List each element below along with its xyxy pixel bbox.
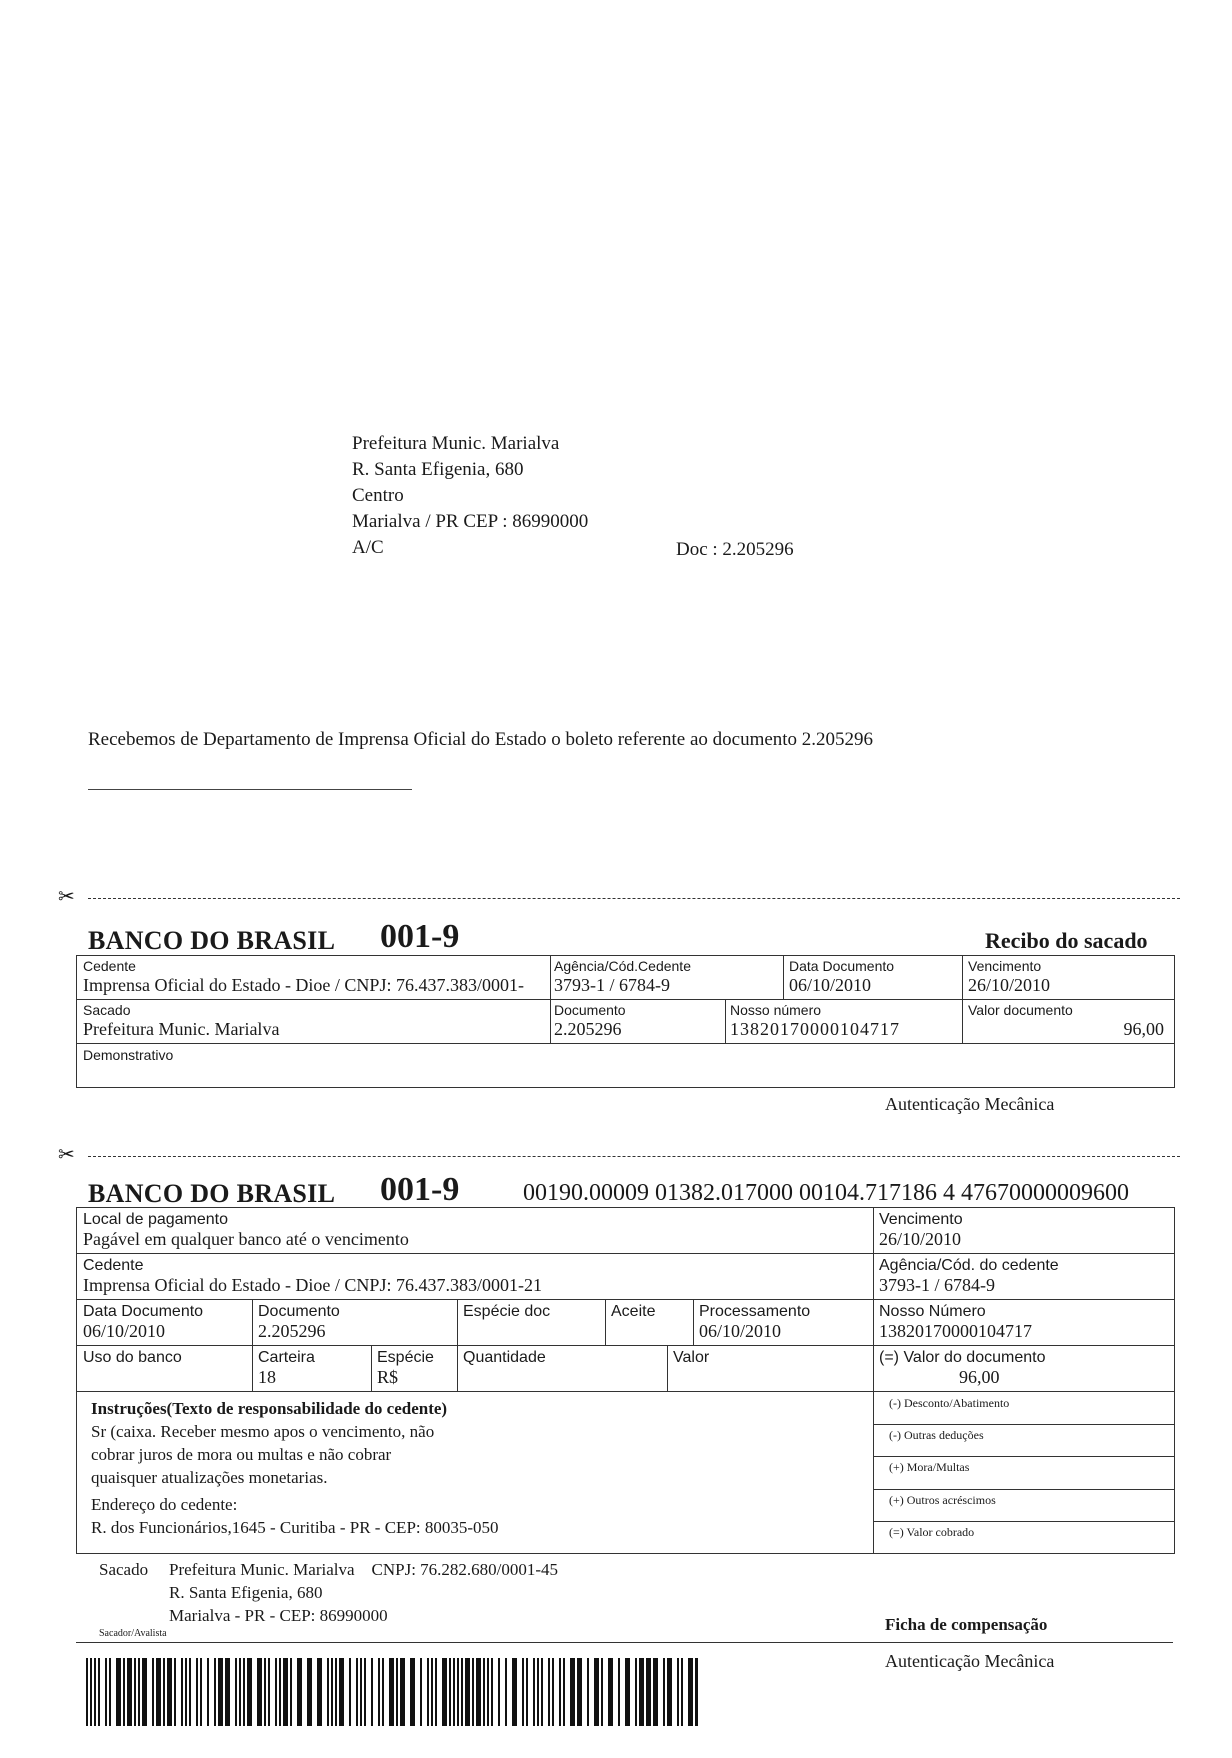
endereco-cedente-value: R. dos Funcionários,1645 - Curitiba - PR - CEP: 80035-050 (91, 1518, 499, 1537)
recibo-valor (968, 1002, 1168, 1039)
ficha-aceite (611, 1302, 655, 1321)
ficha-documento (258, 1302, 340, 1341)
recibo-sacado-value: Prefeitura Munic. Marialva (83, 1019, 280, 1039)
ficha-valor-documento (879, 1348, 1169, 1387)
ficha-autenticacao: Autenticação Mecânica (885, 1651, 1055, 1671)
signature-line (88, 789, 412, 790)
side-desconto: (-) Desconto/Abatimento (889, 1396, 1010, 1410)
recibo-autenticacao: Autenticação Mecânica (885, 1094, 1055, 1114)
doc-reference: Doc : 2.205296 (676, 539, 794, 560)
ficha-local-label: Local de pagamento (83, 1211, 228, 1228)
ficha-local-value: Pagável em qualquer banco até o vencimento (83, 1229, 409, 1249)
ficha-compensacao-title: Ficha de compensação (885, 1615, 1048, 1634)
recibo-nosso-numero (730, 1002, 900, 1039)
ficha-carteira (258, 1348, 315, 1387)
ficha-agencia-value: 3793-1 / 6784-9 (879, 1275, 995, 1295)
recipient-city: Marialva / PR CEP : 86990000 (352, 511, 589, 532)
side-outras-deducoes: (-) Outras deduções (889, 1428, 984, 1442)
recibo-cedente-label: Cedente (83, 958, 136, 974)
recibo-box (76, 955, 1175, 1088)
recibo-documento-value: 2.205296 (554, 1019, 622, 1039)
recipient-address (352, 431, 588, 561)
ficha-vencimento (879, 1210, 963, 1249)
recibo-cedente-value: Imprensa Oficial do Estado - Dioe / CNPJ: 76.437.383/0001- (83, 975, 524, 995)
ficha-quantidade-label: Quantidade (463, 1349, 546, 1366)
recibo-data-doc-label: Data Documento (789, 958, 895, 974)
bank-name: BANCO DO BRASIL (88, 926, 336, 955)
ficha-processamento-label: Processamento (699, 1303, 811, 1320)
ficha-valor-label: Valor (673, 1349, 710, 1366)
ficha-cedente (83, 1256, 542, 1295)
ficha-especie-doc (463, 1302, 550, 1321)
ficha-sacado-line3: Marialva - PR - CEP: 86990000 (169, 1606, 388, 1625)
ficha-valor-doc-value: 96,00 (959, 1367, 1000, 1387)
ficha-especie-label: Espécie (377, 1349, 434, 1366)
ficha-cedente-value: Imprensa Oficial do Estado - Dioe / CNPJ: 76.437.383/0001-21 (83, 1275, 542, 1295)
ficha-bank-name: BANCO DO BRASIL (88, 1179, 336, 1208)
linha-digitavel: 00190.00009 01382.017000 00104.717186 4 47670000009600 (523, 1180, 1129, 1206)
ficha-bottom-rule (76, 1642, 1173, 1643)
ficha-data-doc-value: 06/10/2010 (83, 1321, 166, 1341)
recibo-nosso-value: 13820170000104717 (730, 1019, 900, 1039)
cut-line-1 (58, 884, 1180, 908)
ficha-bank-code: 001-9 (380, 1171, 460, 1208)
recibo-demonstrativo (83, 1047, 173, 1064)
recipient-attention: A/C (352, 537, 384, 558)
side-outros-acrescimos: (+) Outros acréscimos (889, 1493, 996, 1507)
cut-line-2 (58, 1142, 1180, 1166)
recibo-nosso-label: Nosso número (730, 1002, 822, 1018)
ficha-box (76, 1207, 1175, 1554)
ficha-nosso-value: 13820170000104717 (879, 1321, 1032, 1341)
recipient-district: Centro (352, 485, 404, 506)
ficha-nosso-label: Nosso Número (879, 1303, 986, 1320)
ficha-valor (673, 1348, 709, 1367)
recibo-data-doc-value: 06/10/2010 (789, 975, 872, 995)
recibo-vencimento-label: Vencimento (968, 958, 1042, 974)
recibo-title: Recibo do sacado (985, 928, 1148, 953)
recibo-agencia-value: 3793-1 / 6784-9 (554, 975, 670, 995)
instrucoes-line: quaisquer atualizações monetarias. (91, 1468, 328, 1487)
ficha-instrucoes (91, 1398, 499, 1539)
ficha-documento-value: 2.205296 (258, 1321, 326, 1341)
scissors-icon: ✂ (58, 1142, 75, 1166)
ficha-carteira-value: 18 (258, 1367, 276, 1387)
recibo-documento-label: Documento (554, 1002, 626, 1018)
ficha-uso-banco (83, 1348, 182, 1367)
scissors-icon: ✂ (58, 884, 75, 908)
recipient-name: Prefeitura Munic. Marialva (352, 433, 560, 454)
recipient-street: R. Santa Efigenia, 680 (352, 459, 524, 480)
receipt-statement: Recebemos de Departamento de Imprensa Oficial do Estado o boleto referente ao documento 2.205296 (88, 729, 874, 750)
instrucoes-line: cobrar juros de mora ou multas e não cobrar (91, 1445, 392, 1464)
recibo-agencia-label: Agência/Cód.Cedente (554, 958, 691, 974)
ficha-data-doc-label: Data Documento (83, 1303, 204, 1320)
ficha-agencia (879, 1256, 1059, 1295)
recibo-data-doc (789, 958, 894, 995)
ficha-sacado-line2: R. Santa Efigenia, 680 (169, 1583, 323, 1602)
recibo-valor-value: 96,00 (1123, 1019, 1164, 1039)
ficha-valor-doc-label: (=) Valor do documento (879, 1349, 1046, 1366)
recibo-agencia (554, 958, 691, 995)
side-valor-cobrado: (=) Valor cobrado (889, 1525, 975, 1539)
ficha-vencimento-value: 26/10/2010 (879, 1229, 962, 1249)
ficha-vencimento-label: Vencimento (879, 1211, 963, 1228)
recibo-valor-label: Valor documento (968, 1002, 1073, 1018)
ficha-local-pagamento (83, 1210, 409, 1249)
ficha-nosso-numero (879, 1302, 1032, 1341)
ficha-aceite-label: Aceite (611, 1303, 656, 1320)
bank-code: 001-9 (380, 918, 460, 955)
barcode (86, 1658, 698, 1726)
ficha-data-doc (83, 1302, 203, 1341)
recibo-sacado-label: Sacado (83, 1002, 131, 1018)
ficha-processamento-value: 06/10/2010 (699, 1321, 782, 1341)
sacador-avalista-label: Sacador/Avalista (99, 1628, 167, 1639)
recibo-cedente (83, 958, 524, 995)
recibo-vencimento-value: 26/10/2010 (968, 975, 1051, 995)
recibo-demonstrativo-label: Demonstrativo (83, 1047, 174, 1063)
ficha-uso-banco-label: Uso do banco (83, 1349, 182, 1366)
ficha-sacado-label: Sacado (99, 1560, 149, 1579)
recibo-vencimento (968, 958, 1050, 995)
side-mora-multas: (+) Mora/Multas (889, 1460, 970, 1474)
ficha-especie (377, 1348, 434, 1387)
ficha-cedente-label: Cedente (83, 1257, 144, 1274)
ficha-agencia-label: Agência/Cód. do cedente (879, 1257, 1059, 1274)
ficha-especie-doc-label: Espécie doc (463, 1303, 551, 1320)
recibo-sacado (83, 1002, 279, 1039)
ficha-sacado-line1: Prefeitura Munic. Marialva CNPJ: 76.282.680/0001-45 (169, 1560, 559, 1579)
ficha-especie-value: R$ (377, 1367, 399, 1387)
instrucoes-line: Sr (caixa. Receber mesmo apos o vencimento, não (91, 1422, 435, 1441)
instrucoes-title: Instruções(Texto de responsabilidade do cedente) (91, 1399, 448, 1418)
recibo-documento (554, 1002, 626, 1039)
ficha-carteira-label: Carteira (258, 1349, 315, 1366)
endereco-cedente-label: Endereço do cedente: (91, 1495, 238, 1514)
ficha-quantidade (463, 1348, 546, 1367)
ficha-documento-label: Documento (258, 1303, 340, 1320)
ficha-processamento (699, 1302, 810, 1341)
